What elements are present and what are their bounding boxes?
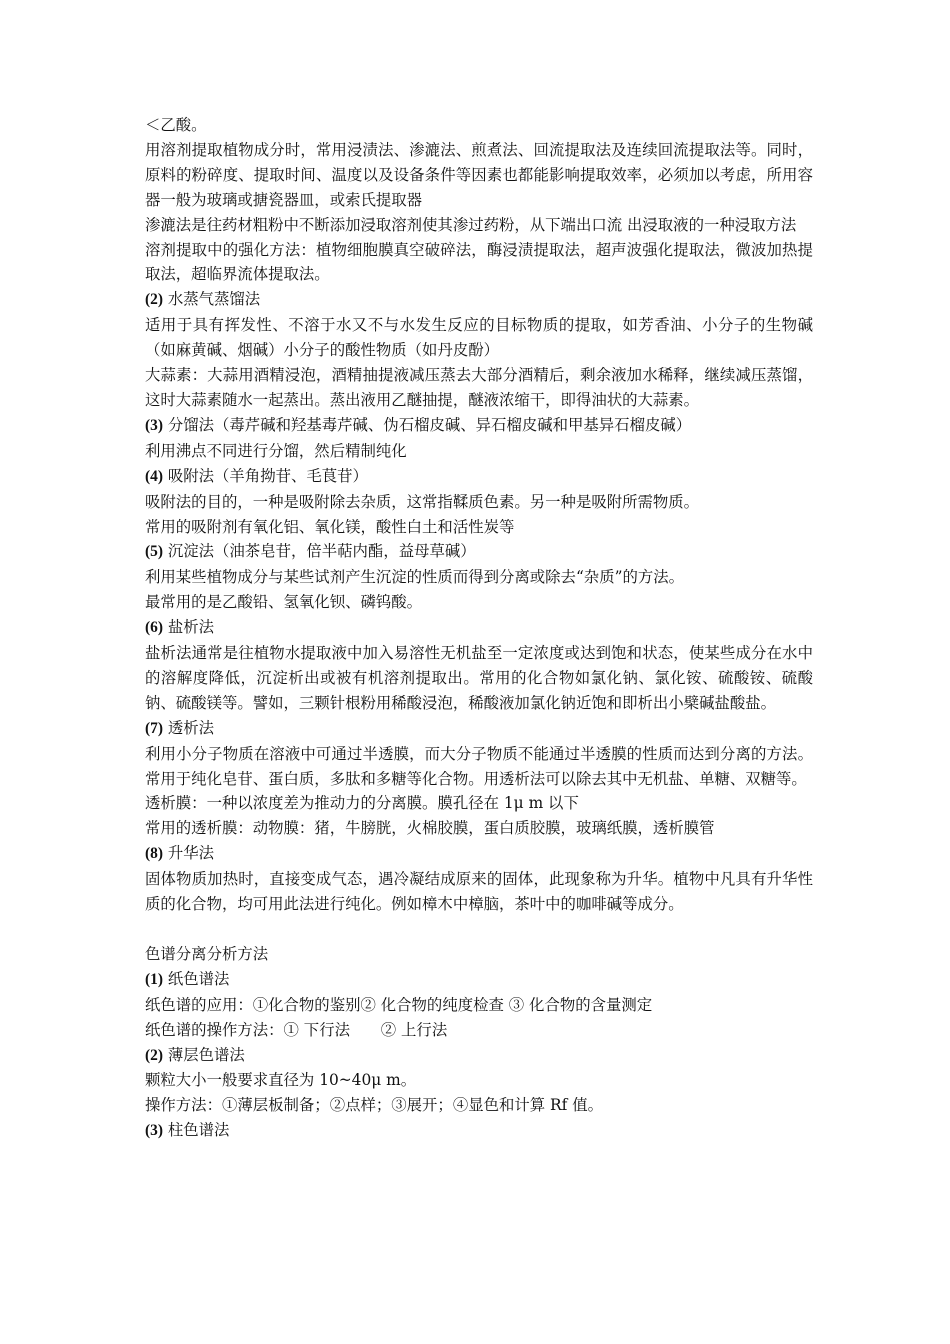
paragraph: 操作方法：①薄层板制备；②点样；③展开；④显色和计算 Rf 值。 (145, 1096, 604, 1115)
paragraph: 利用某些植物成分与某些试剂产生沉淀的性质而得到分离或除去“杂质”的方法。 (145, 568, 685, 587)
section-heading (145, 716, 813, 742)
section-heading (145, 1043, 813, 1069)
section-title: 沉淀法（油茶皂苷，倍半萜内酯，益母草碱） (162, 542, 476, 561)
paragraph: 溶剂提取中的强化方法：植物细胞膜真空破碎法，酶浸渍提取法，超声波强化提取法，微波加热提取法，超临界流体提取法。 (145, 240, 813, 284)
section-heading (145, 539, 813, 565)
section-heading (145, 1118, 813, 1144)
section-title: 盐析法 (162, 618, 215, 637)
blank-line (145, 917, 813, 942)
section-number: (6) (145, 619, 163, 637)
paragraph: 纸色谱的应用：①化合物的鉴别② 化合物的纯度检查 ③ 化合物的含量测定 (145, 995, 653, 1014)
section-title: 升华法 (162, 844, 215, 863)
paragraph: 最常用的是乙酸铅、氢氧化钡、磷钨酸。 (145, 593, 423, 612)
section-number: (1) (145, 970, 163, 988)
paragraph: 利用小分子物质在溶液中可通过半透膜，而大分子物质不能通过半透膜的性质而达到分离的方法。常用于纯化皂苷、蛋白质，多肽和多糖等化合物。用透析法可以除去其中无机盐、单糖、双糖等。 (145, 744, 813, 788)
paragraph: 利用沸点不同进行分馏，然后精制纯化 (145, 441, 407, 460)
section-number: (3) (145, 1122, 163, 1140)
paragraph: 适用于具有挥发性、不溶于水又不与水发生反应的目标物质的提取，如芳香油、小分子的生物碱（如麻黄碱、烟碱）小分子的酸性物质（如丹皮酚） (145, 316, 813, 360)
chapter-title: 色谱分离分析方法 (145, 944, 269, 963)
section-title: 分馏法（毒芹碱和羟基毒芹碱、伪石榴皮碱、异石榴皮碱和甲基异石榴皮碱） (162, 415, 692, 434)
section-number: (4) (145, 467, 163, 485)
paragraph: 常用的透析膜：动物膜：猪，牛膀胱，火棉胶膜，蛋白质胶膜，玻璃纸膜，透析膜管 (145, 819, 715, 838)
section-number: (3) (145, 416, 163, 434)
section-number: (7) (145, 719, 163, 737)
section-title: 柱色谱法 (162, 1121, 230, 1140)
paragraph: 吸附法的目的，一种是吸附除去杂质，这常指鞣质色素。另一种是吸附所需物质。 (145, 492, 700, 511)
section-number: (2) (145, 1046, 163, 1064)
paragraph: 颗粒大小一般要求直径为 10~40μ m。 (145, 1071, 417, 1090)
section-title: 水蒸气蒸馏法 (162, 290, 261, 309)
paragraph: 固体物质加热时，直接变成气态，遇冷凝结成原来的固体，此现象称为升华。植物中凡具有升华性质的化合物，均可用此法进行纯化。例如樟木中樟脑，茶叶中的咖啡碱等成分。 (145, 870, 813, 914)
section-number: (2) (145, 291, 163, 309)
paragraph: 大蒜素：大蒜用酒精浸泡，酒精抽提液减压蒸去大部分酒精后，剩余液加水稀释，继续减压蒸馏，这时大蒜素随水一起蒸出。蒸出液用乙醚抽提，醚液浓缩干，即得油状的大蒜素。 (145, 366, 813, 409)
paragraph: 透析膜：一种以浓度差为推动力的分离膜。膜孔径在 1μ m 以下 (145, 794, 579, 813)
section-number: (8) (145, 845, 163, 863)
paragraph: ＜乙酸。 (145, 116, 207, 134)
section-title: 薄层色谱法 (162, 1045, 245, 1064)
paragraph: 纸色谱的操作方法：① 下行法 ② 上行法 (145, 1020, 448, 1039)
paragraph: 渗漉法是往药材粗粉中不断添加浸取溶剂使其渗过药粉，从下端出口流 出浸取液的一种浸取方法 (145, 215, 797, 234)
section-title: 纸色谱法 (162, 969, 230, 988)
section-heading (145, 841, 813, 867)
section-heading (145, 464, 813, 490)
section-heading (145, 967, 813, 993)
section-title: 透析法 (162, 718, 215, 737)
paragraph: 常用的吸附剂有氧化铝、氧化镁，酸性白土和活性炭等 (145, 517, 515, 536)
paragraph: 盐析法通常是往植物水提取液中加入易溶性无机盐至一定浓度或达到饱和状态，使某些成分在水中的溶解度降低，沉淀析出或被有机溶剂提取出。常用的化合物如氯化钠、氯化铵、硫酸铵、硫酸钠、硫酸镁等。譬如，三颗针根粉用稀酸浸泡，稀酸液加氯化钠近饱和即析出小檗碱盐酸盐。 (145, 644, 813, 712)
section-heading (145, 413, 813, 439)
document-body (145, 113, 813, 1144)
section-heading (145, 287, 813, 313)
section-number: (5) (145, 543, 163, 561)
paragraph: 用溶剂提取植物成分时，常用浸渍法、渗漉法、煎煮法、回流提取法及连续回流提取法等。同时，原料的粉碎度、提取时间、温度以及设备条件等因素也都能影响提取效率，必须加以考虑，所用容器一般为玻璃或搪瓷器皿，或索氏提取器 (145, 140, 813, 209)
section-title: 吸附法（羊角拗苷、毛茛苷） (162, 466, 368, 485)
section-heading (145, 615, 813, 641)
